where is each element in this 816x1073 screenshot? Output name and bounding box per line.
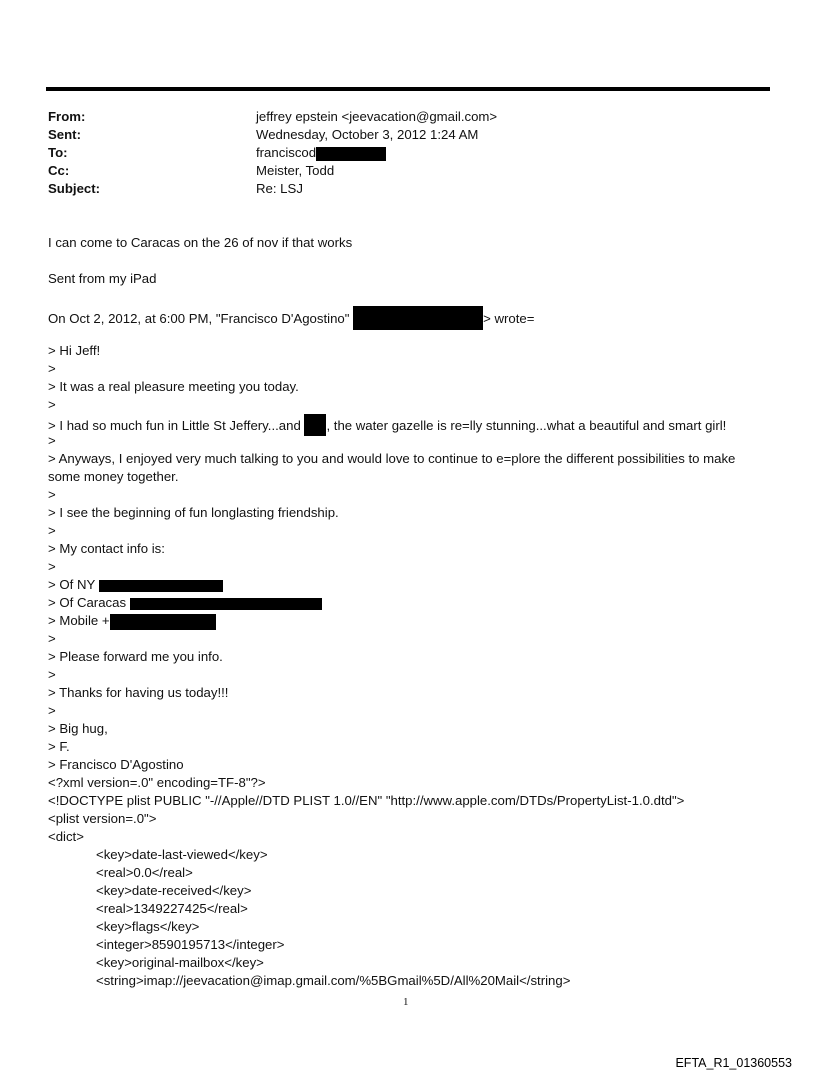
- document-id: EFTA_R1_01360553: [675, 1056, 792, 1070]
- sent-value: Wednesday, October 3, 2012 1:24 AM: [256, 127, 479, 142]
- subject-value: Re: LSJ: [256, 181, 303, 196]
- signature: Sent from my iPad: [48, 271, 157, 286]
- quoted-blank: >: [48, 487, 56, 502]
- quoted-blank: >: [48, 397, 56, 412]
- quoted-mobile-line: [48, 612, 770, 630]
- plist-line: <key>date-last-viewed</key>: [96, 847, 268, 862]
- from-label: From:: [48, 109, 86, 124]
- quoted-blank: >: [48, 433, 56, 448]
- subject-label: Subject:: [48, 181, 101, 196]
- quoted-anyways: > Anyways, I enjoyed very much talking to you and would love to continue to e=plore the different possibilities to make some money together.: [48, 451, 736, 484]
- quoted-of-caracas: > Of Caracas: [48, 595, 130, 610]
- sent-label: Sent:: [48, 127, 81, 142]
- redaction-block: [353, 306, 483, 330]
- redaction-block: [316, 147, 386, 161]
- quoted-initial: > F.: [48, 739, 70, 754]
- quoted-mobile: > Mobile +: [48, 613, 110, 628]
- quoted-name: > Francisco D'Agostino: [48, 757, 184, 772]
- quoted-blank: >: [48, 631, 56, 646]
- redaction-block: [110, 614, 216, 630]
- quoted-greeting: > Hi Jeff!: [48, 343, 101, 358]
- redaction-block: [304, 414, 326, 436]
- redaction-block: [130, 598, 322, 610]
- quoted-blank: >: [48, 559, 56, 574]
- quoted-fun-line: [48, 414, 770, 432]
- quoted-forward: > Please forward me you info.: [48, 649, 223, 664]
- spacer: [48, 288, 770, 306]
- to-label: To:: [48, 145, 68, 160]
- plist-line: <!DOCTYPE plist PUBLIC "-//Apple//DTD PLIST 1.0//EN" "http://www.apple.com/DTDs/PropertyList-1.0.dtd">: [48, 793, 685, 808]
- to-value-wrap: [256, 144, 386, 162]
- quoted-fun-before: > I had so much fun in Little St Jeffery...and: [48, 418, 305, 433]
- quoted-of-ny: > Of NY: [48, 577, 99, 592]
- quoted-blank: >: [48, 703, 56, 718]
- plist-line: <dict>: [48, 829, 84, 844]
- plist-line: <?xml version=.0" encoding=TF-8"?>: [48, 775, 266, 790]
- reply-text: I can come to Caracas on the 26 of nov if that works: [48, 235, 353, 250]
- to-value: franciscod: [256, 145, 317, 160]
- attribution-line: [48, 306, 770, 324]
- attribution-after: > wrote=: [483, 311, 535, 326]
- header-rule: [46, 87, 770, 91]
- quoted-pleasure: > It was a real pleasure meeting you today.: [48, 379, 299, 394]
- redaction-block: [99, 580, 223, 592]
- plist-line: <key>original-mailbox</key>: [96, 955, 264, 970]
- plist-line: <integer>8590195713</integer>: [96, 937, 285, 952]
- plist-line: <string>imap://jeevacation@imap.gmail.com/%5BGmail%5D/All%20Mail</string>: [96, 973, 571, 988]
- plist-line: <real>1349227425</real>: [96, 901, 248, 916]
- cc-value: Meister, Todd: [256, 163, 335, 178]
- quoted-friendship: > I see the beginning of fun longlasting friendship.: [48, 505, 339, 520]
- quoted-fun-after: , the water gazelle is re=lly stunning...what a beautiful and smart girl!: [326, 418, 727, 433]
- plist-line: <key>date-received</key>: [96, 883, 252, 898]
- attribution-before: On Oct 2, 2012, at 6:00 PM, "Francisco D'Agostino": [48, 311, 354, 326]
- email-body: [48, 234, 770, 990]
- quoted-hug: > Big hug,: [48, 721, 108, 736]
- plist-line: <key>flags</key>: [96, 919, 200, 934]
- spacer: [48, 252, 770, 270]
- quoted-of-ny-line: [48, 576, 770, 594]
- quoted-thanks: > Thanks for having us today!!!: [48, 685, 229, 700]
- cc-label: Cc:: [48, 163, 70, 178]
- quoted-of-caracas-line: [48, 594, 770, 612]
- from-value: jeffrey epstein <jeevacation@gmail.com>: [256, 109, 498, 124]
- quoted-blank: >: [48, 523, 56, 538]
- quoted-contact: > My contact info is:: [48, 541, 165, 556]
- plist-line: <real>0.0</real>: [96, 865, 193, 880]
- quoted-blank: >: [48, 361, 56, 376]
- page-number: 1: [403, 996, 409, 1008]
- quoted-blank: >: [48, 667, 56, 682]
- plist-line: <plist version=.0">: [48, 811, 157, 826]
